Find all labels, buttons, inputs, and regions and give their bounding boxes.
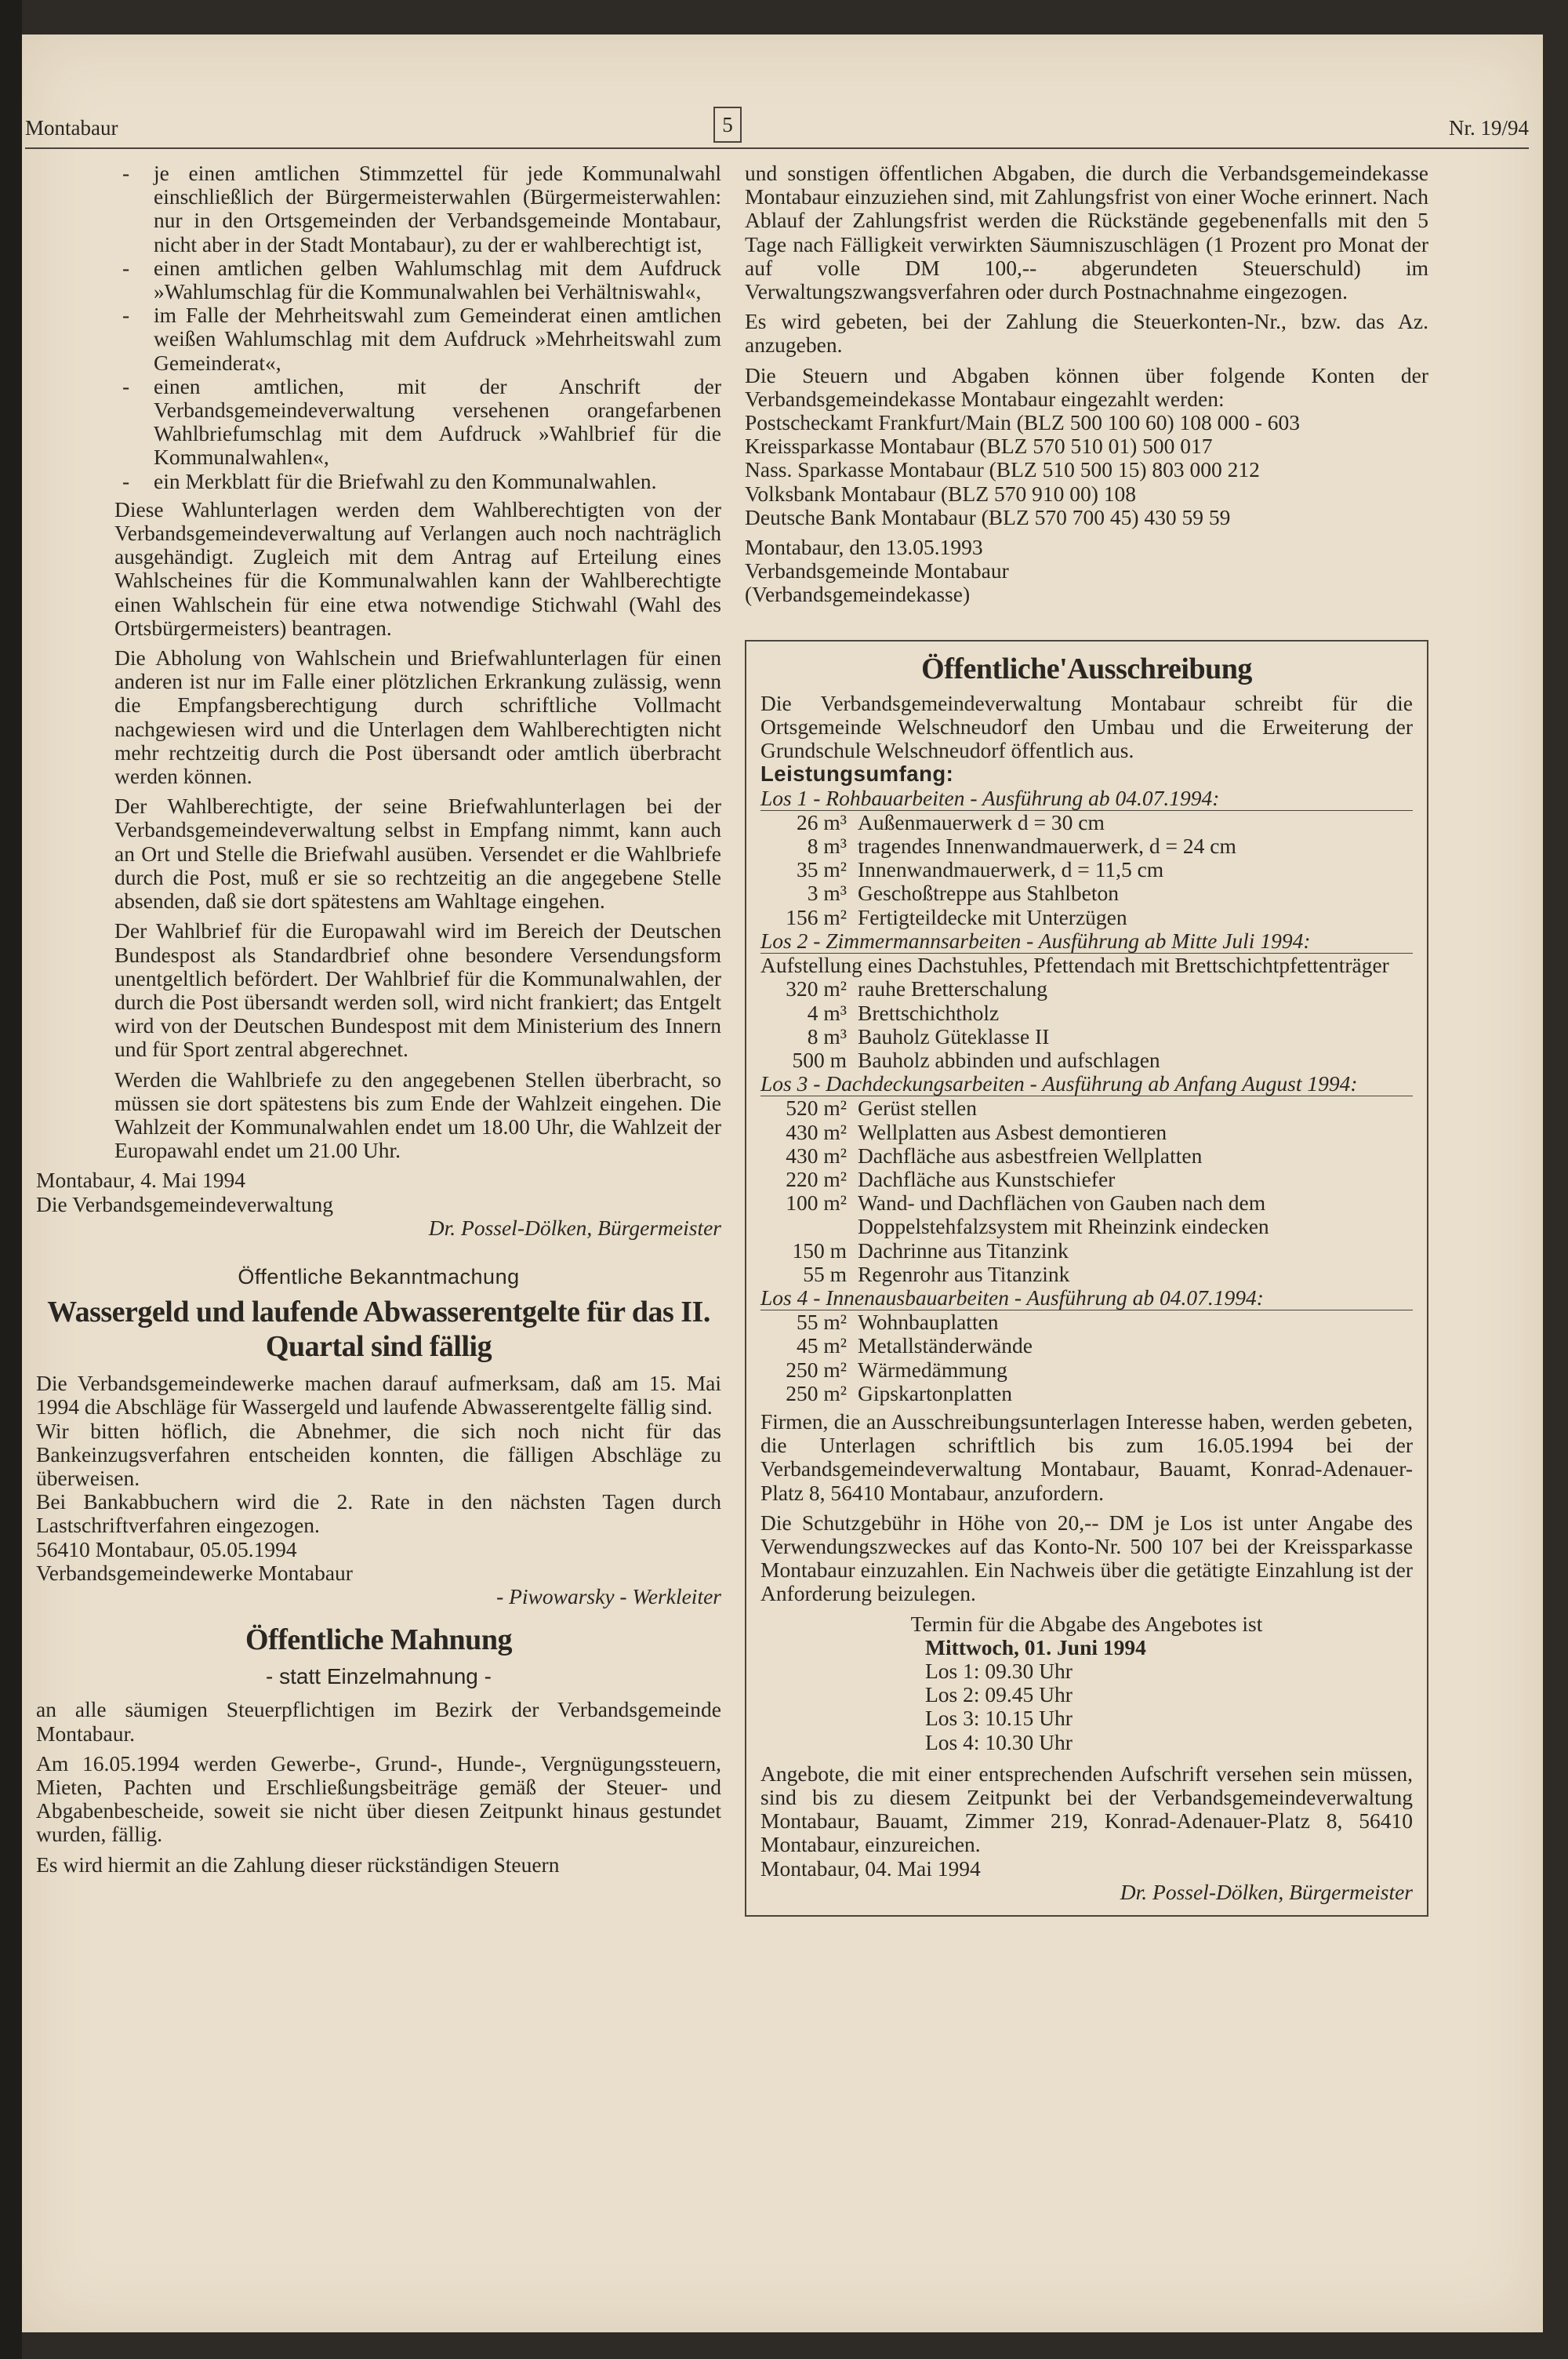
lot-heading: Los 3 - Dachdeckungsarbeiten - Ausführung ab Anfang August 1994: — [760, 1072, 1413, 1096]
paragraph: Der Wahlbrief für die Europawahl wird im Bereich der Deutschen Bundespost als Standardbrief ohne besondere Versendungsform unentgeltlich befördert. Der Wahlbrief für die Kommunalwahlen, der durch die Post übersandt werden soll, wird nicht frankiert; das Entgelt wird von der Deutschen Bundespost mit dem Ministerium des Innern und für Sport zentral abgerechnet. — [114, 918, 721, 1062]
authority: Verbandsgemeindewerke Montabaur — [36, 1560, 353, 1585]
tender-title: Öffentliche'Ausschreibung — [921, 652, 1252, 685]
description: Dachrinne aus Titanzink — [858, 1238, 1069, 1263]
paragraph: Angebote, die mit einer entsprechenden Aufschrift versehen sein müssen, sind bis zu diesem Zeitpunkt bei der Verbandsgemeindeverwaltung Montabaur, Bauamt, Zimmer 219, Konrad-Adenauer-Platz 8, 56410 Montabaur, einzureichen. — [760, 1761, 1413, 1857]
quantity: 520 m² — [786, 1096, 847, 1121]
issue-number: Nr. 19/94 — [1448, 116, 1529, 140]
deadline-intro: Termin für die Abgabe des Angebotes ist — [910, 1611, 1263, 1636]
quantity: 320 m² — [786, 976, 847, 1001]
list-item — [760, 834, 1413, 858]
list-item — [760, 1168, 1413, 1191]
list-item: Kreissparkasse Montabaur (BLZ 570 510 01) 500 017 — [745, 434, 1213, 459]
scope-heading: Leistungsumfang: — [760, 761, 954, 787]
paragraph: Es wird gebeten, bei der Zahlung die Steuerkonten-Nr., bzw. das Az. anzugeben. — [745, 309, 1428, 358]
place-date: Montabaur, 04. Mai 1994 — [760, 1856, 981, 1881]
list-item — [760, 1096, 1413, 1120]
description: Metallständerwände — [858, 1333, 1033, 1358]
description: Wand- und Dachflächen von Gauben nach dem Doppelstehfalzsystem mit Rheinzink eindecken — [858, 1190, 1269, 1239]
notice-subtitle: - statt Einzelmahnung - — [266, 1664, 492, 1689]
list-item: - ein Merkblatt für die Briefwahl zu den Kommunalwahlen. — [154, 470, 721, 493]
quantity: 55 m — [803, 1261, 847, 1286]
deadline-time: Los 2: 09.45 Uhr — [925, 1682, 1073, 1707]
notice-title: Wassergeld und laufende Abwasserentgelte für das II. Quartal sind fällig — [47, 1296, 710, 1364]
list-item — [760, 906, 1413, 929]
paragraph: Werden die Wahlbriefe zu den angegebenen Stellen überbracht, so müssen sie dort spätestens bis zum Ende der Wahlzeit eingehen. Die Wahlzeit der Kommunalwahlen endet um 18.00 Uhr, die Wahlzeit der Europawahl endet um 21.00 Uhr. — [114, 1067, 721, 1163]
paragraph: Die Schutzgebühr in Höhe von 20,-- DM je Los ist unter Angabe des Verwendungszweckes auf das Konto-Nr. 500 107 bei der Kreissparkasse Montabaur einzuzahlen. Ein Nachweis über die getätigte Einzahlung ist der Anforderung beizulegen. — [760, 1510, 1413, 1606]
description: Wärmedämmung — [858, 1357, 1007, 1382]
paragraph: Der Wahlberechtigte, der seine Briefwahlunterlagen bei der Verbandsgemeindeverwaltung selbst in Empfang nimmt, kann auch an Ort und Stelle die Briefwahl ausüben. Versendet er die Wahlbriefe durch die Post, muß er sie so rechtzeitig an die angegebene Stelle absenden, daß sie dort spätestens am Wahltage eingehen. — [114, 794, 721, 914]
place-date: Montabaur, den 13.05.1993 — [745, 535, 983, 560]
lot-heading: Los 2 - Zimmermannsarbeiten - Ausführung ab Mitte Juli 1994: — [760, 928, 1311, 953]
description: Wellplatten aus Asbest demontieren — [858, 1119, 1167, 1144]
header-town: Montabaur — [25, 116, 118, 140]
description: Bauholz Güteklasse II — [858, 1023, 1050, 1049]
notice-title: Öffentliche Mahnung — [245, 1623, 512, 1657]
lot-note: Aufstellung eines Dachstuhles, Pfettendach mit Brettschichtpfettenträger — [760, 953, 1413, 977]
quantity: 430 m² — [786, 1119, 847, 1144]
signature: - Piwowarsky - Werkleiter — [496, 1583, 721, 1608]
description: Bauholz abbinden und aufschlagen — [858, 1047, 1160, 1072]
deadline-date: Mittwoch, 01. Juni 1994 — [925, 1634, 1146, 1659]
list-item: - einen amtlichen, mit der Anschrift der Verbandsgemeindeverwaltung versehenen orangefarbenen Wahlbriefumschlag mit dem Aufdruck »Wahlbrief für die Kommunalwahlen«, — [154, 375, 721, 470]
quantity: 45 m² — [796, 1333, 847, 1358]
quantity: 8 m³ — [807, 834, 847, 859]
quantity: 220 m² — [786, 1166, 847, 1191]
description: Innenwandmauerwerk, d = 11,5 cm — [858, 857, 1164, 882]
quantity: 26 m³ — [796, 809, 847, 834]
page-number: 5 — [713, 107, 742, 143]
paragraph: Diese Wahlunterlagen werden dem Wahlberechtigten von der Verbandsgemeindeverwaltung auf Verlangen auch noch nachträglich ausgehändigt. Zugleich mit dem Antrag auf Erteilung eines Wahlscheines für die Kommunalwahlen kann der Wahlberechtigte einen Wahlschein für eine etwa notwendige Stichwahl (Wahl des Ortsbürgermeisters) beantragen. — [114, 496, 721, 640]
place-date: 56410 Montabaur, 05.05.1994 — [36, 1536, 297, 1561]
notice-kicker: Öffentliche Bekanntmachung — [238, 1264, 520, 1289]
quantity: 250 m² — [786, 1357, 847, 1382]
list-item: Volksbank Montabaur (BLZ 570 910 00) 108 — [745, 481, 1137, 506]
description: Regenrohr aus Titanzink — [858, 1261, 1070, 1286]
deadline-time: Los 1: 09.30 Uhr — [925, 1658, 1073, 1683]
authority: (Verbandsgemeindekasse) — [745, 582, 971, 607]
description: Dachfläche aus Kunstschiefer — [858, 1166, 1116, 1191]
list-item — [760, 881, 1413, 905]
paragraph: an alle säumigen Steuerpflichtigen im Bezirk der Verbandsgemeinde Montabaur. — [36, 1697, 721, 1746]
paragraph: Bei Bankabbuchern wird die 2. Rate in den nächsten Tagen durch Lastschriftverfahren eingezogen. — [36, 1489, 721, 1538]
list-item — [760, 1121, 1413, 1144]
deadline-time: Los 4: 10.30 Uhr — [925, 1729, 1073, 1754]
page-header — [25, 104, 1529, 149]
quantity: 250 m² — [786, 1380, 847, 1405]
list-item — [760, 1263, 1413, 1286]
list-item: - im Falle der Mehrheitswahl zum Gemeinderat einen amtlichen weißen Wahlumschlag mit dem Aufdruck »Mehrheitswahl zum Gemeinderat«, — [154, 304, 721, 375]
list-item — [760, 811, 1413, 834]
list-item — [760, 1239, 1413, 1263]
list-item: Postscheckamt Frankfurt/Main (BLZ 500 100 60) 108 000 - 603 — [745, 410, 1301, 435]
ballot-items-list — [36, 162, 721, 493]
quantity: 35 m² — [796, 857, 847, 882]
description: Geschoßtreppe aus Stahlbeton — [858, 881, 1119, 906]
bank-accounts — [745, 411, 1428, 529]
list-item — [760, 1358, 1413, 1382]
quantity: 156 m² — [786, 904, 847, 929]
paragraph: Es wird hiermit an die Zahlung dieser rückständigen Steuern — [36, 1852, 560, 1877]
paragraph: Die Abholung von Wahlschein und Briefwahlunterlagen für einen anderen ist nur im Falle einer plötzlichen Erkrankung zulässig, wenn die Empfangsberechtigung durch schriftliche Vollmacht nachgewiesen wird und die Unterlagen dem Wahlberechtigten nicht mehr rechtzeitig durch die Post übersandt oder amtlich überbracht werden können. — [114, 645, 721, 789]
list-item — [760, 1144, 1413, 1168]
list-item: - einen amtlichen gelben Wahlumschlag mit dem Aufdruck »Wahlumschlag für die Kommunalwahlen bei Verhältniswahl«, — [154, 256, 721, 304]
left-column — [36, 162, 721, 1883]
list-item: - je einen amtlichen Stimmzettel für jede Kommunalwahl einschließlich der Bürgermeisterwahlen (Bürgermeisterwahlen: nur in den Ortsgemeinden der Verbandsgemeinde Montabaur, nicht aber in der Stadt Montabaur), zu der er wahlberechtigt ist, — [154, 162, 721, 256]
list-item — [760, 858, 1413, 881]
paragraph: Die Verbandsgemeindewerke machen darauf aufmerksam, daß am 15. Mai 1994 die Abschläge für Wassergeld und laufende Abwasserentgelte fällig sind. — [36, 1371, 721, 1419]
quantity: 4 m³ — [807, 1000, 847, 1025]
list-item — [760, 1334, 1413, 1358]
paragraph: und sonstigen öffentlichen Abgaben, die durch die Verbandsgemeindekasse Montabaur einzuziehen sind, mit Zahlungsfrist von einer Woche erinnert. Nach Ablauf der Zahlungsfrist werden die Rückstände gegebenenfalls mit den 5 Tage nach Fälligkeit verwirkten Säumniszuschlägen (1 Prozent pro Monat der auf volle DM 100,-- abgerundeten Steuerschuld) im Verwaltungszwangsverfahren oder durch Postnachnahme eingezogen. — [745, 161, 1428, 304]
authority: Die Verbandsgemeindeverwaltung — [36, 1191, 334, 1216]
description: rauhe Bretterschalung — [858, 976, 1048, 1001]
list-item — [760, 1310, 1413, 1334]
quantity: 500 m — [792, 1047, 847, 1072]
list-item — [760, 1191, 1413, 1238]
deadline-block — [760, 1636, 1413, 1754]
signature: Dr. Possel-Dölken, Bürgermeister — [428, 1215, 721, 1240]
quantity: 3 m³ — [807, 881, 847, 906]
list-item — [760, 1025, 1413, 1049]
paragraph: Am 16.05.1994 werden Gewerbe-, Grund-, Hunde-, Vergnügungssteuern, Mieten, Pachten und Erschließungsbeiträge gemäß der Steuer- und Abgabenbescheide, soweit sie nicht über diesen Zeitpunkt hinaus gestundet wurden, fällig. — [36, 1750, 721, 1847]
signature: Dr. Possel-Dölken, Bürgermeister — [1120, 1879, 1413, 1904]
description: Brettschichtholz — [858, 1000, 1000, 1025]
list-item — [760, 1001, 1413, 1025]
paragraph: Die Steuern und Abgaben können über folgende Konten der Verbandsgemeindekasse Montabaur eingezahlt werden: — [745, 362, 1428, 411]
right-column — [745, 162, 1428, 1917]
quantity: 55 m² — [796, 1310, 847, 1335]
quantity: 150 m — [792, 1238, 847, 1263]
paragraph: Die Verbandsgemeindeverwaltung Montabaur schreibt für die Ortsgemeinde Welschneudorf den Umbau und die Erweiterung der Grundschule Welschneudorf öffentlich aus. — [760, 690, 1413, 763]
place-date: Montabaur, 4. Mai 1994 — [36, 1168, 245, 1193]
description: Fertigteildecke mit Unterzügen — [858, 904, 1127, 929]
scan-edge — [0, 0, 22, 2359]
description: Wohnbauplatten — [858, 1310, 999, 1335]
description: Außenmauerwerk d = 30 cm — [858, 809, 1105, 834]
description: tragendes Innenwandmauerwerk, d = 24 cm — [858, 834, 1236, 859]
deadline-time: Los 3: 10.15 Uhr — [925, 1706, 1073, 1731]
lot-heading: Los 4 - Innenausbauarbeiten - Ausführung ab 04.07.1994: — [760, 1286, 1413, 1310]
authority: Verbandsgemeinde Montabaur — [745, 558, 1009, 583]
tender-box — [745, 640, 1428, 1917]
list-item — [760, 977, 1413, 1001]
quantity: 430 m² — [786, 1143, 847, 1168]
list-item — [760, 1382, 1413, 1405]
paragraph: Wir bitten höflich, die Abnehmer, die sich noch nicht für das Bankeinzugsverfahren entscheiden konnten, die fälligen Abschläge zu überweisen. — [36, 1418, 721, 1490]
list-item: Nass. Sparkasse Montabaur (BLZ 510 500 15) 803 000 212 — [745, 457, 1260, 482]
paragraph: Firmen, die an Ausschreibungsunterlagen Interesse haben, werden gebeten, die Unterlagen schriftlich bis zum 16.05.1994 bei der Verbandsgemeindeverwaltung Montabaur, Bauamt, Konrad-Adenauer-Platz 8, 56410 Montabaur, anzufordern. — [760, 1408, 1413, 1505]
description: Gipskartonplatten — [858, 1380, 1013, 1405]
description: Gerüst stellen — [858, 1096, 977, 1121]
list-item — [760, 1049, 1413, 1072]
quantity: 8 m³ — [807, 1023, 847, 1049]
quantity: 100 m² — [786, 1190, 847, 1216]
description: Dachfläche aus asbestfreien Wellplatten — [858, 1143, 1203, 1168]
lot-heading: Los 1 - Rohbauarbeiten - Ausführung ab 04.07.1994: — [760, 787, 1413, 811]
list-item: Deutsche Bank Montabaur (BLZ 570 700 45) 430 59 59 — [745, 504, 1231, 529]
